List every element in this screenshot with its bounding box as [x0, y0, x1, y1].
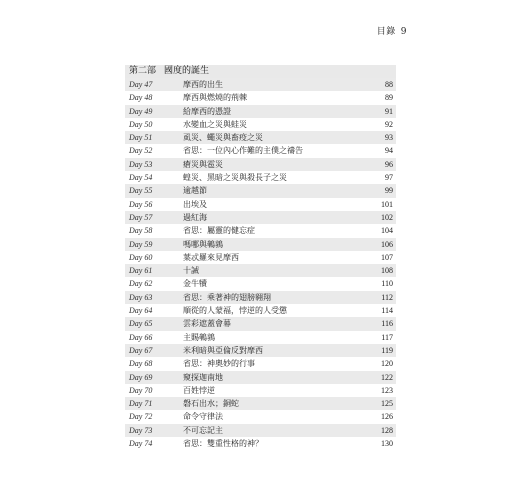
- toc-row: [125, 158, 396, 171]
- entry-title: 省思：乘著神的翅膀翱翔: [183, 292, 271, 302]
- toc-row: [125, 251, 396, 264]
- day-label: Day 52: [129, 146, 153, 156]
- entry-page: 125: [381, 399, 393, 409]
- entry-page: 116: [381, 319, 393, 329]
- entry-page: 93: [385, 133, 393, 143]
- entry-page: 96: [385, 159, 393, 169]
- day-label: Day 67: [129, 345, 153, 355]
- day-label: Day 69: [129, 372, 153, 382]
- entry-title: 逾越節: [183, 186, 207, 196]
- entry-page: 107: [381, 252, 393, 262]
- day-label: Day 74: [129, 439, 153, 449]
- entry-title: 省思：神奧妙的行事: [183, 359, 255, 369]
- entry-title: 瘡災與雹災: [183, 159, 223, 169]
- day-label: Day 57: [129, 212, 153, 222]
- entry-page: 117: [381, 332, 393, 342]
- day-label: Day 68: [129, 359, 153, 369]
- entry-page: 126: [381, 412, 393, 422]
- entry-page: 101: [381, 199, 393, 209]
- day-label: Day 55: [129, 186, 153, 196]
- entry-title: 十誡: [183, 266, 199, 276]
- entry-title: 摩西的出生: [183, 80, 223, 89]
- entry-page: 92: [385, 119, 393, 129]
- entry-page: 119: [381, 345, 393, 355]
- entry-title: 雲彩遮蓋會幕: [183, 319, 231, 329]
- toc-row: [125, 238, 396, 251]
- part-label: 第二部: [129, 66, 157, 76]
- day-label: Day 56: [129, 199, 153, 209]
- day-label: Day 59: [129, 239, 153, 249]
- entry-title: 摩西與燃燒的荊棘: [183, 93, 247, 103]
- entry-title: 主賜鵪鶉: [183, 332, 215, 342]
- day-label: Day 60: [129, 252, 153, 262]
- entry-page: 123: [381, 385, 393, 395]
- entry-title: 過紅海: [183, 212, 207, 222]
- day-label: Day 72: [129, 412, 153, 422]
- day-label: Day 64: [129, 306, 153, 316]
- toc-row: [125, 184, 396, 197]
- toc-row: [125, 371, 396, 384]
- entry-page: 104: [381, 226, 393, 236]
- toc-row: [125, 397, 396, 410]
- entry-page: 89: [385, 93, 393, 103]
- toc-row: [125, 224, 396, 237]
- entry-title: 磐石出水；銅蛇: [183, 399, 239, 409]
- toc-row: [125, 357, 396, 370]
- day-label: Day 61: [129, 266, 153, 276]
- running-head-title: 目錄: [376, 27, 396, 37]
- day-label: Day 53: [129, 159, 153, 169]
- entry-title: 出埃及: [183, 199, 207, 209]
- toc-row: [125, 131, 396, 144]
- entry-page: 110: [381, 279, 393, 289]
- entry-page: 102: [381, 212, 393, 222]
- toc-row: [125, 78, 396, 91]
- toc-row: [125, 105, 396, 118]
- day-label: Day 71: [129, 399, 153, 409]
- toc-row: [125, 264, 396, 277]
- entry-title: 不可忘記主: [183, 425, 223, 435]
- toc-row: [125, 144, 396, 157]
- day-label: Day 51: [129, 133, 153, 143]
- day-label: Day 48: [129, 93, 153, 103]
- toc-row: [125, 277, 396, 290]
- entry-title: 嗎哪與鵪鶉: [183, 239, 223, 249]
- table-of-contents: [125, 65, 396, 450]
- entry-page: 130: [381, 439, 393, 449]
- entry-page: 99: [385, 186, 393, 196]
- entry-page: 91: [385, 106, 393, 116]
- entry-title: 水變血之災與蛙災: [183, 119, 247, 129]
- entry-title: 窺探迦南地: [183, 372, 223, 382]
- entry-title: 順從的人蒙福，悖逆的人受懲: [183, 306, 287, 316]
- day-label: Day 50: [129, 119, 153, 129]
- entry-title: 葉忒羅來見摩西: [183, 252, 239, 262]
- entry-page: 128: [381, 425, 393, 435]
- day-label: Day 70: [129, 385, 153, 395]
- page-number: 9: [400, 27, 407, 37]
- part-title: 國度的誕生: [164, 66, 210, 76]
- entry-title: 命令守律法: [183, 412, 223, 422]
- entry-title: 省思：一位內心作難的主僕之禱告: [183, 146, 303, 156]
- entry-title: 省思：屬靈的健忘症: [183, 226, 255, 236]
- day-label: Day 54: [129, 173, 153, 183]
- entry-page: 88: [385, 80, 393, 89]
- entry-title: 蝗災、黑暗之災與殺長子之災: [183, 173, 287, 183]
- entry-title: 省思：雙重性格的神？: [183, 439, 263, 449]
- toc-row: [125, 424, 396, 437]
- entry-page: 112: [381, 292, 393, 302]
- toc-row: [125, 331, 396, 344]
- part-heading: [125, 65, 396, 78]
- day-label: Day 65: [129, 319, 153, 329]
- day-label: Day 62: [129, 279, 153, 289]
- day-label: Day 66: [129, 332, 153, 342]
- toc-row: [125, 304, 396, 317]
- entry-title: 給摩西的憑證: [183, 106, 231, 116]
- running-head: [377, 24, 407, 37]
- entry-page: 106: [381, 239, 393, 249]
- entry-title: 米利暗與亞倫反對摩西: [183, 345, 263, 355]
- entry-page: 97: [385, 173, 393, 183]
- entry-title: 百姓悖逆: [183, 385, 215, 395]
- toc-entries: [125, 78, 396, 450]
- toc-row: [125, 198, 396, 211]
- day-label: Day 73: [129, 425, 153, 435]
- toc-row: [125, 291, 396, 304]
- entry-title: 金牛犢: [183, 279, 207, 289]
- toc-row: [125, 211, 396, 224]
- day-label: Day 58: [129, 226, 153, 236]
- toc-row: [125, 410, 396, 423]
- toc-row: [125, 91, 396, 104]
- toc-row: [125, 118, 396, 131]
- toc-row: [125, 171, 396, 184]
- day-label: Day 49: [129, 106, 153, 116]
- entry-page: 94: [385, 146, 393, 156]
- toc-row: [125, 384, 396, 397]
- toc-row: [125, 344, 396, 357]
- day-label: Day 63: [129, 292, 153, 302]
- toc-row: [125, 317, 396, 330]
- entry-page: 122: [381, 372, 393, 382]
- toc-row: [125, 437, 396, 450]
- entry-page: 108: [381, 266, 393, 276]
- day-label: Day 47: [129, 80, 153, 89]
- entry-page: 114: [381, 306, 393, 316]
- entry-page: 120: [381, 359, 393, 369]
- entry-title: 虱災、蠅災與畜疫之災: [183, 133, 263, 143]
